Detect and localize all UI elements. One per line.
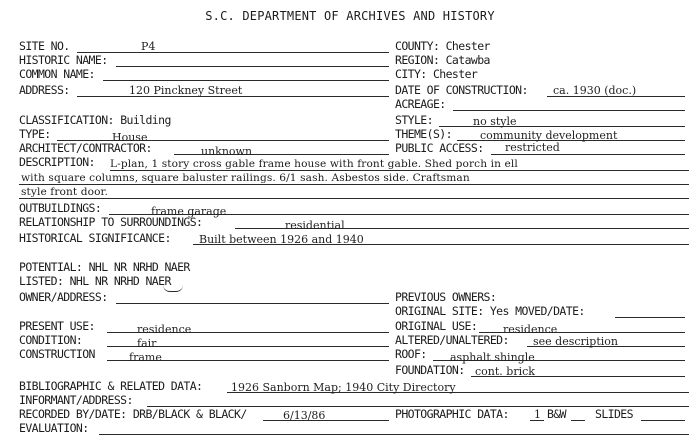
historic-name-label: HISTORIC NAME: [19,53,108,67]
architect-field [19,141,389,158]
historic-name-field [19,54,389,67]
classification-label-text: CLASSIFICATION: [19,113,114,127]
significance-value: Built between 1926 and 1940 [199,233,364,246]
classification-label [19,114,171,127]
themes-value: community development [480,129,618,142]
original-site-field [395,305,685,318]
altered-value: see description [533,335,618,348]
style-label: STYLE: [395,113,433,127]
relationship-value: residential [285,219,345,232]
altered-label: ALTERED/UNALTERED: [395,333,509,347]
county-value: Chester [445,39,490,53]
region-value: Catawba [445,53,490,67]
description-line-3: style front door. [21,186,109,198]
owner-field [19,291,389,304]
recorded-by-field [19,408,389,421]
altered-field [395,334,685,347]
owner-label: OWNER/ADDRESS: [19,290,108,304]
architect-label: ARCHITECT/CONTRACTOR: [19,141,152,155]
county-label [395,40,490,53]
classification-field [19,114,389,127]
significance-field [19,232,689,245]
condition-value: fair [137,337,157,350]
present-use-label: PRESENT USE: [19,319,95,333]
outbuildings-label: OUTBUILDINGS: [19,201,102,215]
address-label: ADDRESS: [19,83,70,97]
bibliographic-field [19,380,689,393]
original-use-field [395,319,685,336]
date-of-construction-field [395,84,685,97]
form-title: S.C. DEPARTMENT OF ARCHIVES AND HISTORY [205,9,495,23]
listed-label [19,275,171,288]
region-field [395,54,685,67]
condition-field [19,333,389,350]
original-site-value: Yes [489,304,509,318]
county-label-text: COUNTY: [395,39,440,53]
original-site-label [395,305,585,318]
photo-count: 1 [534,408,541,421]
address-field [19,84,389,97]
recorded-by-date: 6/13/86 [283,409,326,422]
outbuildings-field [19,201,689,218]
common-name-label: COMMON NAME: [19,67,95,81]
region-label-text: REGION: [395,53,440,67]
potential-field [19,261,389,274]
roof-label: ROOF: [395,347,427,361]
themes-field [395,128,685,141]
previous-owners-label: PREVIOUS OWNERS: [395,290,497,304]
description-label: DESCRIPTION: [19,155,95,169]
acreage-field [395,98,685,111]
potential-options: NHL NR NRHD NAER [88,260,190,274]
city-label [395,68,477,81]
photographic-field [395,408,685,421]
bibliographic-value: 1926 Sanborn Map; 1940 City Directory [231,381,456,394]
region-label [395,54,490,67]
public-access-label: PUBLIC ACCESS: [395,141,484,155]
classification-value: Building [120,113,171,127]
previous-owners-field [395,291,685,304]
type-label: TYPE: [19,127,51,141]
site-no-label: SITE NO. [19,39,70,53]
outbuildings-value: frame garage [151,205,227,218]
photographic-label: PHOTOGRAPHIC DATA: [395,407,509,421]
informant-label: INFORMANT/ADDRESS: [19,393,133,407]
significance-label: HISTORICAL SIGNIFICANCE: [19,231,171,245]
city-label-text: CITY: [395,67,427,81]
listed-field [19,275,389,288]
description-line-1: L-plan, 1 story cross gable frame house with front gable. Shed porch in ell [110,158,518,170]
construction-field [19,347,389,364]
moved-date-label: MOVED/DATE: [515,304,585,318]
roof-value: asphalt shingle [450,351,535,364]
bibliographic-label: BIBLIOGRAPHIC & RELATED DATA: [19,379,203,393]
style-field [395,114,685,127]
listed-label-text: LISTED: [19,274,64,288]
site-no-value: P4 [141,40,156,53]
address-value: 120 Pinckney Street [129,84,243,97]
recorded-by-label: RECORDED BY/DATE: DRB/BLACK & BLACK/ [19,407,247,421]
county-field [395,40,685,53]
condition-label: CONDITION: [19,333,83,347]
acreage-label: ACREAGE: [395,97,446,111]
description-line-2: with square columns, square baluster railings. 6/1 sash. Asbestos side. Craftsman [21,172,470,184]
date-of-construction-label: DATE OF CONSTRUCTION: [395,83,528,97]
city-value: Chester [432,67,478,81]
type-value: House [112,131,148,144]
evaluation-field [19,422,689,435]
construction-value: frame [129,351,162,364]
foundation-field [395,364,685,377]
date-of-construction-value: ca. 1930 (doc.) [553,84,637,97]
photo-bw-label: B&W [547,407,566,421]
present-use-value: residence [137,323,192,336]
construction-label: CONSTRUCTION [19,347,95,361]
themes-label: THEME(S): [395,127,452,141]
original-site-label-text: ORIGINAL SITE: [395,304,484,318]
foundation-value: cont. brick [475,365,535,378]
potential-label [19,261,190,274]
architect-value: unknown [201,145,253,158]
public-access-field [395,142,685,155]
site-no-field [19,40,389,53]
description-field [19,156,689,200]
relationship-field [19,215,689,232]
listed-options: NHL NR NRHD NAER [69,274,171,288]
informant-field [19,394,689,407]
relationship-label: RELATIONSHIP TO SURROUNDINGS: [19,215,203,229]
type-field [19,127,389,144]
potential-label-text: POTENTIAL: [19,260,83,274]
style-value: no style [473,115,517,128]
photo-slides-label: SLIDES [595,407,633,421]
evaluation-label: EVALUATION: [19,421,89,435]
city-field [395,68,685,81]
public-access-value: restricted [505,141,560,154]
original-use-value: residence [503,323,558,336]
foundation-label: FOUNDATION: [395,363,465,377]
present-use-field [19,319,389,336]
roof-field [395,347,685,364]
original-use-label: ORIGINAL USE: [395,319,478,333]
common-name-field [19,68,389,81]
